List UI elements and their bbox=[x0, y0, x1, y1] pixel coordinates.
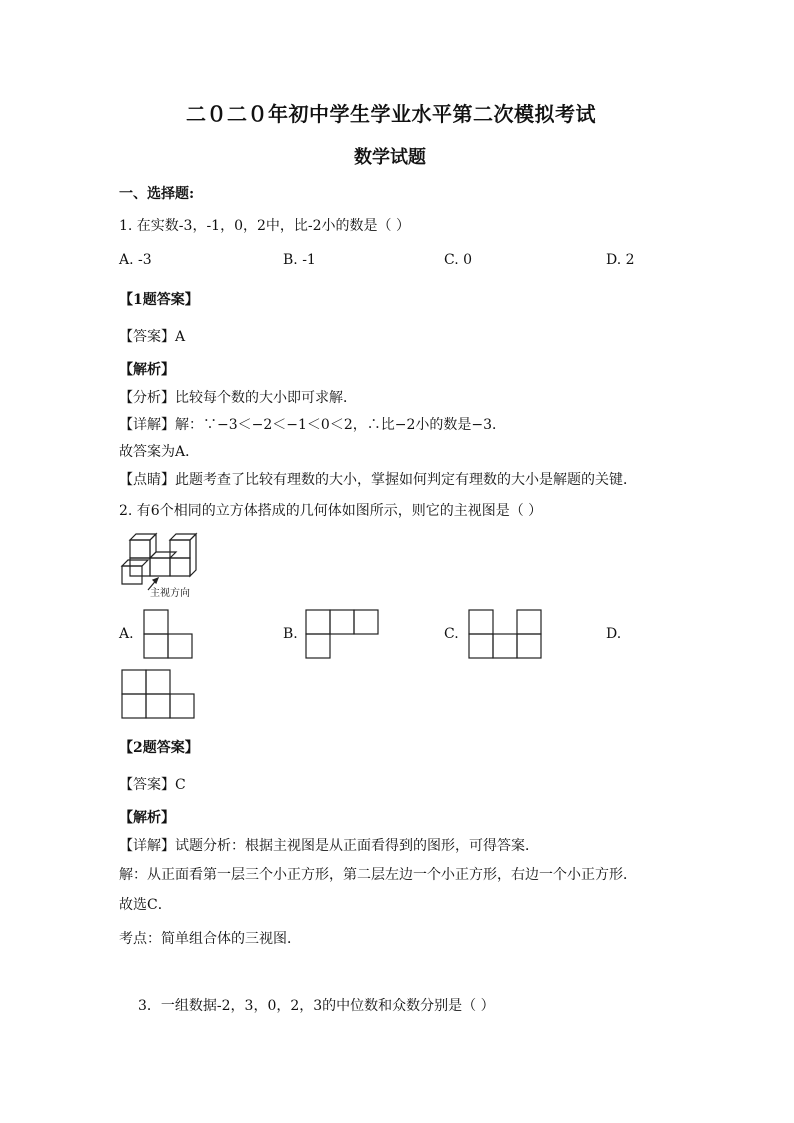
cube-side bbox=[190, 534, 196, 576]
q2-option-a-label: A. bbox=[119, 626, 134, 642]
q2-figure-label: 主视方向 bbox=[150, 588, 190, 599]
q2-option-c-label: C. bbox=[444, 626, 459, 642]
cube-face bbox=[122, 566, 142, 584]
cube-top bbox=[170, 534, 196, 540]
q2-option-b-figure bbox=[305, 609, 379, 659]
cube-face bbox=[170, 558, 190, 576]
q2-option-a-figure bbox=[143, 609, 193, 659]
cube-top bbox=[130, 534, 156, 540]
page-title: 二０二０年初中学生学业水平第二次模拟考试 bbox=[186, 102, 596, 126]
cube-face bbox=[150, 558, 170, 576]
q1-fenxi: 【分析】比较每个数的大小即可求解． bbox=[119, 390, 357, 406]
q3-stem: 3．一组数据-2，3，0，2，3的中位数和众数分别是（ ） bbox=[138, 998, 495, 1014]
q2-answer: 【答案】C bbox=[119, 777, 186, 793]
cube-top bbox=[150, 552, 176, 558]
q1-analysis-header: 【解析】 bbox=[119, 362, 175, 378]
q1-answer-header: 【1题答案】 bbox=[119, 292, 199, 308]
q1-answer: 【答案】A bbox=[119, 329, 186, 345]
q2-conclusion: 故选C． bbox=[119, 897, 172, 913]
q2-kaodian: 考点：简单组合体的三视图． bbox=[119, 931, 301, 947]
q1-option-c: C. 0 bbox=[444, 252, 473, 268]
q2-answer-header: 【2题答案】 bbox=[119, 740, 199, 756]
q1-option-a: A. -3 bbox=[119, 252, 152, 268]
q2-option-c-figure bbox=[468, 609, 542, 659]
q2-option-b-label: B. bbox=[283, 626, 298, 642]
cube-face bbox=[130, 540, 150, 558]
q1-dianjing: 【点睛】此题考查了比较有理数的大小，掌握如何判定有理数的大小是解题的关键． bbox=[119, 472, 637, 488]
q1-option-d: D. 2 bbox=[606, 252, 635, 268]
q1-conclusion: 故答案为A． bbox=[119, 444, 200, 460]
q2-option-d-label: D. bbox=[606, 626, 622, 642]
q2-detail: 【详解】试题分析：根据主视图是从正面看得到的图形，可得答案． bbox=[119, 838, 539, 854]
q2-analysis-header: 【解析】 bbox=[119, 810, 175, 826]
section-heading: 一、选择题: bbox=[119, 186, 195, 202]
q2-stem: 2. 有6个相同的立方体搭成的几何体如图所示，则它的主视图是（ ） bbox=[119, 503, 543, 519]
q1-option-b: B. -1 bbox=[283, 252, 316, 268]
q1-stem: 1. 在实数-3，-1，0，2中，比-2小的数是（ ） bbox=[119, 218, 410, 234]
q1-detail: 【详解】解：∵−3＜−2＜−1＜0＜2，∴比−2小的数是−3． bbox=[119, 417, 507, 433]
q2-solution: 解：从正面看第一层三个小正方形，第二层左边一个小正方形，右边一个小正方形． bbox=[119, 867, 637, 883]
q2-option-d-figure bbox=[121, 669, 195, 719]
cube-top bbox=[122, 560, 148, 566]
page-subtitle: 数学试题 bbox=[354, 147, 426, 168]
